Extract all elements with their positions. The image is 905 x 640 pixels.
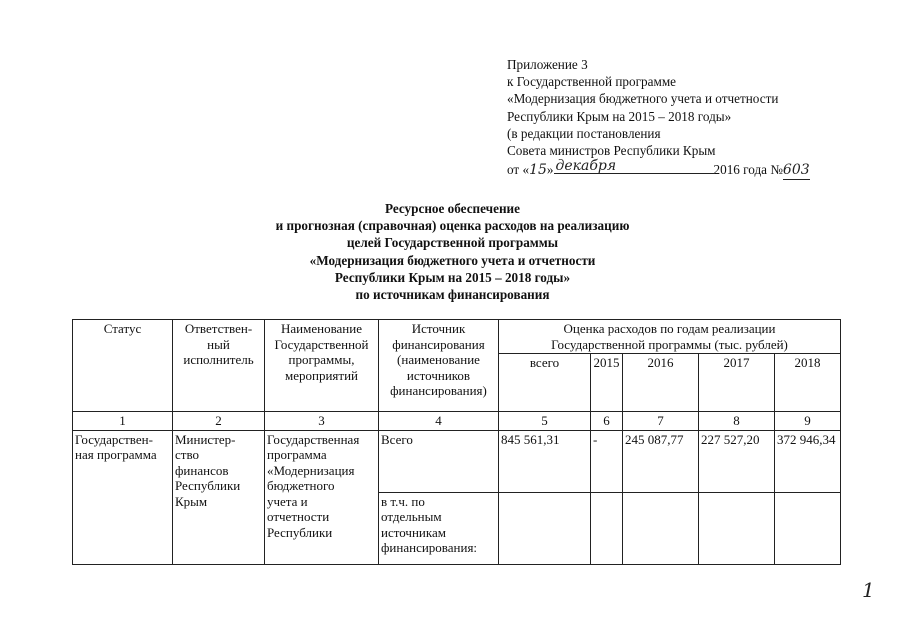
title-line: Ресурсное обеспечение bbox=[384, 201, 521, 216]
cell-2015: - bbox=[591, 430, 623, 492]
appendix-line: (в редакции постановления bbox=[507, 125, 661, 141]
appendix-line: Приложение 3 bbox=[507, 57, 588, 72]
cell-executor: Министер- ство финансов Республики Крым bbox=[173, 430, 265, 564]
cell-source-breakdown: в т.ч. по отдельным источникам финансирования: bbox=[379, 492, 499, 564]
column-number: 9 bbox=[775, 412, 841, 431]
resource-table bbox=[72, 319, 841, 565]
header-executor: Ответствен- ный исполнитель bbox=[173, 320, 265, 412]
cell-status: Государствен- ная программа bbox=[73, 430, 173, 564]
header-total: всего bbox=[499, 354, 591, 412]
appendix-line: Совета министров Республики Крым bbox=[507, 143, 716, 159]
resolution-date-line bbox=[507, 159, 810, 180]
column-number: 4 bbox=[379, 412, 499, 431]
table-row bbox=[73, 430, 841, 492]
cell-2017: 227 527,20 bbox=[699, 430, 775, 492]
handwritten-day: 15 bbox=[529, 162, 547, 179]
cell-2016: 245 087,77 bbox=[623, 430, 699, 492]
appendix-block bbox=[507, 56, 810, 180]
date-prefix: от « bbox=[507, 162, 530, 178]
header-year-2016: 2016 bbox=[623, 354, 699, 412]
header-funding-source: Источник финансирования (наименование источников финансирования) bbox=[379, 320, 499, 412]
cell-empty bbox=[623, 492, 699, 564]
header-program-name: Наименование Государственной программы, мероприятий bbox=[265, 320, 379, 412]
handwritten-month: декабря bbox=[555, 158, 617, 175]
cell-2018: 372 946,34 bbox=[775, 430, 841, 492]
column-number: 6 bbox=[591, 412, 623, 431]
title-line: по источникам финансирования bbox=[355, 287, 550, 303]
cell-total: 845 561,31 bbox=[499, 430, 591, 492]
column-number-row bbox=[73, 412, 841, 431]
title-line: «Модернизация бюджетного учета и отчетности bbox=[309, 252, 596, 268]
cell-empty bbox=[699, 492, 775, 564]
handwritten-page-number: 1 bbox=[862, 578, 875, 602]
date-suffix: 2016 года № bbox=[713, 162, 783, 178]
header-status: Статус bbox=[73, 320, 173, 412]
column-number: 8 bbox=[699, 412, 775, 431]
appendix-line: «Модернизация бюджетного учета и отчетности bbox=[507, 91, 779, 107]
header-cost-estimate: Оценка расходов по годам реализации Государственной программы (тыс. рублей) bbox=[499, 320, 841, 354]
cell-empty bbox=[591, 492, 623, 564]
appendix-line: к Государственной программе bbox=[507, 74, 677, 90]
cell-source-total: Всего bbox=[379, 430, 499, 492]
column-number: 5 bbox=[499, 412, 591, 431]
header-year-2017: 2017 bbox=[699, 354, 775, 412]
column-number: 2 bbox=[173, 412, 265, 431]
cell-empty bbox=[499, 492, 591, 564]
column-number: 7 bbox=[623, 412, 699, 431]
date-month-blank bbox=[554, 159, 714, 174]
handwritten-number: 603 bbox=[783, 162, 810, 180]
cell-empty bbox=[775, 492, 841, 564]
appendix-line: Республики Крым на 2015 – 2018 годы» bbox=[507, 108, 732, 124]
cell-program-name: Государственная программа «Модернизация бюджетного учета и отчетности Республики bbox=[265, 430, 379, 564]
date-quote: » bbox=[546, 162, 554, 178]
title-line: целей Государственной программы bbox=[346, 235, 559, 251]
header-row-1 bbox=[73, 320, 841, 354]
header-year-2018: 2018 bbox=[775, 354, 841, 412]
title-line: и прогнозная (справочная) оценка расходов на реализацию bbox=[275, 218, 630, 234]
title-line: Республики Крым на 2015 – 2018 годы» bbox=[334, 269, 571, 285]
document-title bbox=[0, 200, 905, 303]
header-year-2015: 2015 bbox=[591, 354, 623, 412]
column-number: 1 bbox=[73, 412, 173, 431]
column-number: 3 bbox=[265, 412, 379, 431]
